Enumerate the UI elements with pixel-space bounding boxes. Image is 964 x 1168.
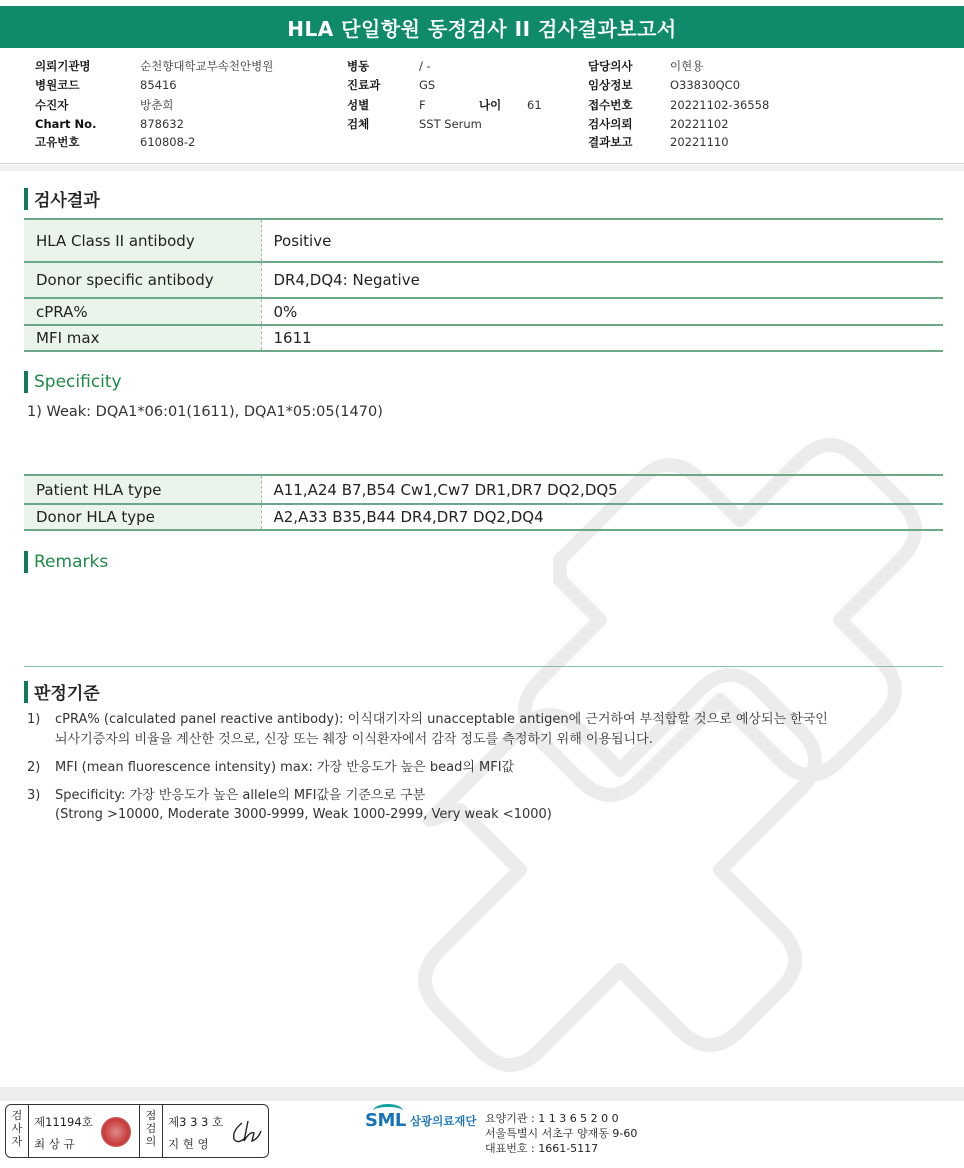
- header-label: 결과보고: [588, 135, 633, 149]
- divider: [139, 1105, 140, 1157]
- header-column-1: [35, 56, 273, 150]
- header-label: 의뢰기관명: [35, 58, 91, 73]
- age-value: 61: [527, 97, 542, 112]
- criteria-number: 3): [27, 788, 41, 803]
- hla-label: Donor HLA type: [24, 504, 261, 530]
- logo-wordmark: SML: [365, 1110, 406, 1131]
- header-label: 검체: [347, 117, 370, 132]
- divider: [28, 1105, 29, 1157]
- header-label: 고유번호: [35, 135, 80, 149]
- examiner-name: 최 상 규: [34, 1137, 75, 1151]
- hla-type-table: [24, 476, 943, 531]
- result-value: 1611: [273, 329, 312, 347]
- table-row: [24, 476, 943, 504]
- signature-box: [5, 1104, 269, 1158]
- remarks-bottom-rule: [24, 666, 943, 667]
- age-label: 나이: [479, 97, 502, 112]
- result-label: MFI max: [24, 325, 261, 351]
- header-label: Chart No.: [35, 117, 97, 132]
- signature-scribble: [228, 1117, 264, 1147]
- header-column-3: [588, 56, 769, 150]
- header-value: SST Serum: [419, 117, 482, 132]
- footer-info: [485, 1111, 637, 1156]
- table-row: [24, 325, 943, 351]
- result-label: HLA Class II antibody: [24, 220, 261, 262]
- criteria-text: cPRA% (calculated panel reactive antibody): 이식대기자의 unacceptable antigen에 근거하여 부적합할 것으로 예상되는 한국인: [55, 712, 828, 727]
- reviewer-license: 제3 3 3 호: [168, 1115, 224, 1129]
- header-value: 85416: [140, 78, 177, 93]
- criteria-list: [27, 710, 927, 830]
- header-value: 20221102-36558: [670, 97, 770, 112]
- table-row: [24, 262, 943, 298]
- criteria-heading: [24, 679, 100, 704]
- reviewer-name: 지 현 영: [168, 1137, 209, 1151]
- footer-info-line: 서울특별시 서초구 양재동 9-60: [485, 1127, 638, 1140]
- criteria-text: 뇌사기증자의 비율을 계산한 것으로, 신장 또는 췌장 이식환자에서 감작 정도를 측정하기 위해 이용됩니다.: [55, 732, 653, 747]
- section-marker: [24, 681, 28, 703]
- header-value: 순천향대학교부속천안병원: [140, 58, 274, 73]
- reviewer-role-label: 점 검 의: [145, 1109, 157, 1148]
- header-value: F: [419, 97, 426, 112]
- seal-stamp: [101, 1117, 131, 1147]
- header-label: 수진자: [35, 97, 69, 112]
- criteria-heading-text: 판정기준: [34, 684, 100, 704]
- header-label: 병원코드: [35, 78, 80, 93]
- results-table: [24, 220, 943, 352]
- sml-mark-wrap: [365, 1110, 406, 1131]
- table-row: [24, 504, 943, 530]
- report-title: HLA 단일항원 동정검사 II 검사결과보고서: [0, 6, 964, 48]
- section-marker: [24, 371, 28, 393]
- specificity-line: 1) Weak: DQA1*06:01(1611), DQA1*05:05(1470): [27, 404, 383, 420]
- examiner-license: 제11194호: [34, 1115, 93, 1129]
- remarks-heading: [24, 551, 108, 573]
- specificity-heading: [24, 371, 122, 393]
- criteria-text: (Strong >10000, Moderate 3000-9999, Weak 1000-2999, Very weak <1000): [55, 807, 552, 822]
- divider: [162, 1105, 163, 1157]
- org-name: 삼광의료재단: [409, 1113, 477, 1128]
- results-heading: [24, 186, 100, 211]
- table-row: [24, 220, 943, 262]
- header-divider-strip: [0, 165, 964, 171]
- header-label: 검사의뢰: [588, 117, 633, 132]
- header-label: 담당의사: [588, 58, 633, 73]
- section-marker: [24, 551, 28, 573]
- header-value: 방춘희: [140, 97, 174, 112]
- hla-label: Patient HLA type: [24, 476, 261, 504]
- criteria-text: MFI (mean fluorescence intensity) max: 가장 반응도가 높은 bead의 MFI값: [55, 760, 515, 775]
- specificity-heading-text: Specificity: [34, 372, 122, 392]
- footer-info-line: 대표번호 : 1661-5117: [485, 1142, 599, 1155]
- logo-arc-icon: [373, 1104, 403, 1118]
- header-value: 610808-2: [140, 135, 196, 149]
- examiner-role-label: 검 사 자: [11, 1109, 23, 1148]
- table-row: [24, 298, 943, 325]
- criteria-number: 2): [27, 760, 41, 775]
- criteria-number: 1): [27, 712, 41, 727]
- remarks-heading-text: Remarks: [34, 552, 109, 572]
- footer-divider-strip: [0, 1087, 964, 1101]
- header-value: 20221110: [670, 135, 729, 149]
- sml-logo: [365, 1110, 477, 1131]
- header-value: 878632: [140, 117, 184, 132]
- result-value: Positive: [273, 231, 332, 250]
- header-label: 진료과: [347, 78, 381, 93]
- header-value: GS: [419, 78, 436, 93]
- header-column-2: [347, 56, 542, 134]
- criteria-text: Specificity: 가장 반응도가 높은 allele의 MFI값을 기준으로 구분: [55, 788, 426, 803]
- header-label: 접수번호: [588, 97, 633, 112]
- header-value: 20221102: [670, 117, 729, 132]
- result-value: DR4,DQ4: Negative: [273, 271, 420, 289]
- header-label: 임상정보: [588, 78, 633, 93]
- results-heading-text: 검사결과: [34, 191, 100, 211]
- hla-value: A11,A24 B7,B54 Cw1,Cw7 DR1,DR7 DQ2,DQ5: [273, 480, 618, 499]
- report-header: [0, 52, 964, 164]
- hla-value: A2,A33 B35,B44 DR4,DR7 DQ2,DQ4: [273, 508, 544, 526]
- result-label: cPRA%: [24, 298, 261, 325]
- footer-info-line: 요양기관 : 1 1 3 6 5 2 0 0: [485, 1112, 619, 1125]
- section-marker: [24, 188, 28, 210]
- header-label: 병동: [347, 58, 370, 73]
- header-value: O33830QC0: [670, 78, 741, 93]
- header-value: 이현용: [670, 58, 704, 73]
- header-value: / -: [419, 58, 431, 73]
- result-value: 0%: [273, 302, 298, 321]
- header-label: 성별: [347, 97, 370, 112]
- result-label: Donor specific antibody: [24, 262, 261, 298]
